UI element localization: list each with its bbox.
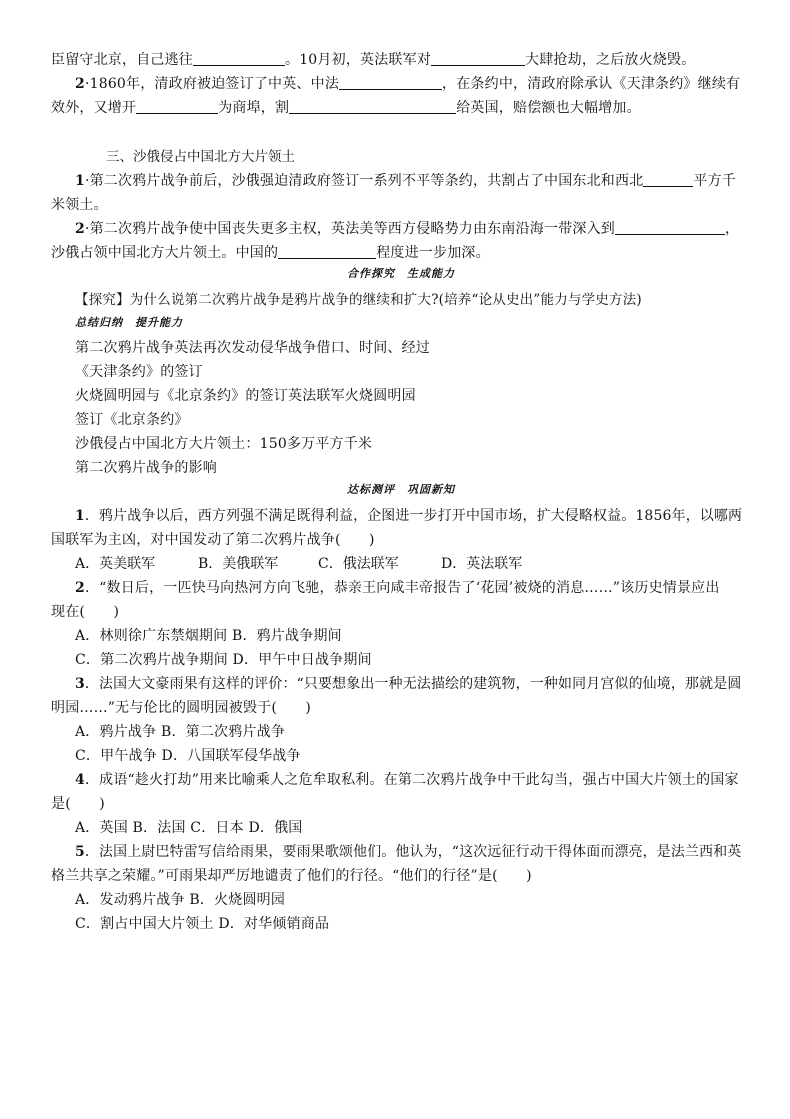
text: 大肆抢劫，之后放火烧毁。	[525, 52, 696, 68]
quiz-q5-options-ab[interactable]: A．发动鸦片战争 B．火烧圆明园	[75, 892, 286, 908]
part3-q1-line2: 米领土。	[51, 197, 108, 213]
fill-blank[interactable]	[339, 75, 442, 90]
part3-q2-line1	[75, 219, 739, 239]
fill-blank[interactable]	[193, 51, 285, 66]
text: ·第二次鸦片战争前后，沙俄强迫清政府签订一系列不平等条约，共割占了中国东北和西北	[84, 173, 644, 189]
fill-blank[interactable]	[431, 51, 525, 66]
text: 。10月初，英法联军对	[285, 52, 432, 68]
option-d[interactable]: D．英法联军	[441, 556, 523, 572]
text: ．法国大文豪雨果有这样的评价：“只要想象出一种无法描绘的建筑物，一种如同月宫似的仙境，那就是圆	[84, 676, 742, 692]
quiz-q4-options[interactable]: A．英国 B．法国 C．日本 D．俄国	[75, 820, 303, 836]
text: 为商埠，割	[218, 100, 290, 116]
text: 沙俄占领中国北方大片领土。中国的	[51, 245, 279, 261]
quiz-q1-line2: 国联军为主凶，对中国发动了第二次鸦片战争( )	[51, 532, 375, 548]
quiz-q3-line2: 明园……”无与伦比的圆明园被毁于( )	[51, 700, 312, 716]
quiz-q1-line1	[75, 506, 742, 526]
text: ，	[725, 221, 740, 237]
question-number: 1	[75, 508, 85, 524]
quiz-q3-options-cd[interactable]: C．甲午战争 D．八国联军侵华战争	[75, 748, 301, 764]
fill-blank[interactable]	[278, 244, 376, 259]
quiz-q5-line1	[75, 842, 741, 862]
quiz-q3-line1	[75, 674, 741, 694]
quiz-q4-line2: 是( )	[51, 796, 105, 812]
text: 平方千	[693, 173, 737, 189]
part2-q2-line2	[51, 98, 641, 118]
question-number: 2	[75, 76, 85, 92]
option-c[interactable]: C．俄法联军	[318, 556, 399, 572]
question-number: 2	[75, 580, 85, 596]
quiz-q5-line2: 格兰共享之荣耀。”可雨果却严厉地谴责了他们的行径。“他们的行径”是( )	[51, 868, 532, 884]
fill-blank[interactable]	[136, 99, 218, 114]
quiz-q1-options	[75, 554, 522, 574]
text: 程度进一步加深。	[376, 245, 490, 261]
fill-blank[interactable]	[643, 172, 693, 187]
question-number: 3	[75, 676, 85, 692]
summary-line: 第二次鸦片战争的影响	[75, 460, 217, 476]
text: ．成语“趁火打劫”用来比喻乘人之危牟取私利。在第二次鸦片战争中干此勾当，强占中国大片领土的国家	[84, 772, 739, 788]
summary-line: 第二次鸦片战争英法再次发动侵华战争借口、时间、经过	[75, 340, 430, 356]
quiz-q3-options-ab[interactable]: A．鸦片战争 B．第二次鸦片战争	[75, 724, 286, 740]
summary-line: 火烧圆明园与《北京条约》的签订英法联军火烧圆明园	[75, 388, 416, 404]
quiz-q2-line1	[75, 578, 720, 598]
part2-q2-line1	[75, 74, 740, 94]
question-number: 4	[75, 772, 85, 788]
question-number: 2	[75, 221, 85, 237]
part3-q1-line1	[75, 171, 736, 191]
summary-line: 沙俄侵占中国北方大片领土：150多万平方千米	[75, 436, 373, 452]
option-a[interactable]: A．英美联军	[75, 556, 156, 572]
question-number: 1	[75, 173, 85, 189]
quiz-banner: 达标测评 巩固新知	[347, 483, 455, 496]
quiz-q4-line1	[75, 770, 739, 790]
quiz-q2-options-ab[interactable]: A．林则徐广东禁烟期间 B．鸦片战争期间	[75, 628, 342, 644]
option-b[interactable]: B．美俄联军	[198, 556, 279, 572]
text: ·1860年，清政府被迫签订了中英、中法	[84, 76, 340, 92]
text: 给英国，赔偿额也大幅增加。	[456, 100, 641, 116]
text: ·第二次鸦片战争使中国丧失更多主权，英法美等西方侵略势力由东南沿海一带深入到	[84, 221, 616, 237]
part2-line1	[51, 50, 695, 70]
explore-question: 【探究】为什么说第二次鸦片战争是鸦片战争的继续和扩大?(培养“论从史出”能力与学史方法)	[75, 292, 642, 308]
text: 臣留守北京，自己逃往	[51, 52, 193, 68]
text: ．“数日后，一匹快马向热河方向飞驰，恭亲王向咸丰帝报告了‘花园’被烧的消息……”该历史情景应出	[84, 580, 720, 596]
text: ．法国上尉巴特雷写信给雨果，要雨果歌颂他们。他认为，“这次远征行动干得体面而漂亮，是法兰西和英	[84, 844, 742, 860]
fill-blank[interactable]	[615, 220, 725, 235]
text: 效外，又增开	[51, 100, 137, 116]
section-banner: 合作探究 生成能力	[347, 267, 455, 280]
quiz-q2-line2: 现在( )	[51, 604, 120, 620]
quiz-q5-options-cd[interactable]: C．割占中国大片领土 D．对华倾销商品	[75, 916, 330, 932]
summary-banner: 总结归纳 提升能力	[75, 316, 183, 329]
quiz-q2-options-cd[interactable]: C．第二次鸦片战争期间 D．甲午中日战争期间	[75, 652, 372, 668]
summary-line: 签订《北京条约》	[75, 412, 189, 428]
summary-line: 《天津条约》的签订	[75, 364, 203, 380]
question-number: 5	[75, 844, 85, 860]
part3-q2-line2	[51, 243, 490, 263]
section-title: 三、沙俄侵占中国北方大片领土	[106, 149, 295, 165]
fill-blank[interactable]	[289, 99, 456, 114]
text: ．鸦片战争以后，西方列强不满足既得利益，企图进一步打开中国市场，扩大侵略权益。1856年，以哪两	[84, 508, 743, 524]
text: ，在条约中，清政府除承认《天津条约》继续有	[442, 76, 741, 92]
